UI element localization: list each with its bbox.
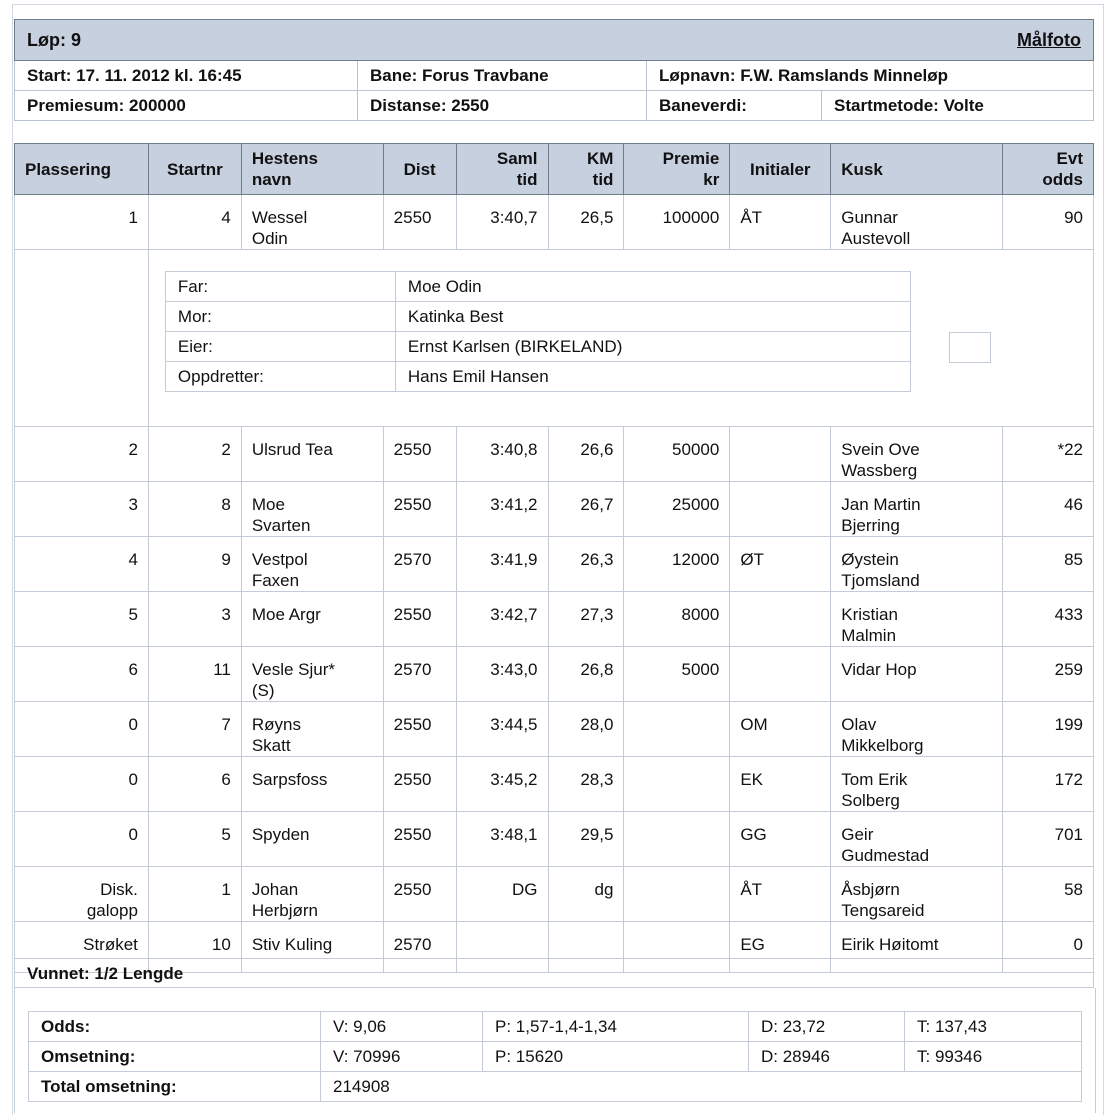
km-time: 26,8 — [548, 647, 624, 702]
odds-plass: P: 1,57-1,4-1,34 — [483, 1012, 749, 1042]
pedigree-table — [165, 271, 911, 392]
total-time: 3:41,2 — [456, 482, 548, 537]
prize — [624, 757, 730, 812]
race-name: Løpnavn: F.W. Ramslands Minneløp — [647, 61, 1094, 91]
start-number: 3 — [148, 592, 241, 647]
total-turnover-row — [29, 1072, 1082, 1102]
pedigree-row — [15, 250, 1094, 427]
result-row — [15, 757, 1094, 812]
owner-value: Ernst Karlsen (BIRKELAND) — [395, 332, 910, 362]
horse-name: Vestpol Faxen — [241, 537, 383, 592]
total-time: 3:42,7 — [456, 592, 548, 647]
pedigree-owner — [165, 332, 910, 362]
odds: 433 — [1003, 592, 1094, 647]
km-time: 26,6 — [548, 427, 624, 482]
results-header-row — [15, 144, 1094, 195]
col-premie-kr: Premie kr — [624, 144, 730, 195]
driver: Geir Gudmestad — [831, 812, 1003, 867]
start-number: 11 — [148, 647, 241, 702]
breeder-label: Oppdretter: — [165, 362, 395, 392]
start-number: 6 — [148, 757, 241, 812]
race-start: Start: 17. 11. 2012 kl. 16:45 — [15, 61, 358, 91]
pedigree-spacer — [15, 250, 149, 427]
total-time: 3:43,0 — [456, 647, 548, 702]
total-time: DG — [456, 867, 548, 922]
km-time: 27,3 — [548, 592, 624, 647]
initials — [730, 427, 831, 482]
horse-name: Moe Argr — [241, 592, 383, 647]
placement: Disk. galopp — [15, 867, 149, 922]
dam-value: Katinka Best — [395, 302, 910, 332]
start-number: 7 — [148, 702, 241, 757]
result-row — [15, 702, 1094, 757]
pedigree-dam — [165, 302, 910, 332]
turnover-dupp: D: 28946 — [749, 1042, 905, 1072]
initials — [730, 647, 831, 702]
initials: OM — [730, 702, 831, 757]
prize: 50000 — [624, 427, 730, 482]
track-rating: Baneverdi: — [647, 91, 822, 121]
distance: 2550 — [383, 427, 456, 482]
horse-name: Sarpsfoss — [241, 757, 383, 812]
turnover-row — [29, 1042, 1082, 1072]
odds-vinner: V: 9,06 — [321, 1012, 483, 1042]
distance: 2550 — [383, 592, 456, 647]
initials: ÅT — [730, 867, 831, 922]
race-purse: Premiesum: 200000 — [15, 91, 358, 121]
total-time: 3:40,7 — [456, 195, 548, 250]
total-time: 3:48,1 — [456, 812, 548, 867]
turnover-trio: T: 99346 — [905, 1042, 1082, 1072]
km-time: 28,0 — [548, 702, 624, 757]
col-hestens-navn: Hestens navn — [241, 144, 383, 195]
odds: 46 — [1003, 482, 1094, 537]
start-number: 9 — [148, 537, 241, 592]
col-initialer: Initialer — [730, 144, 831, 195]
distance: 2550 — [383, 757, 456, 812]
horse-name: Ulsrud Tea — [241, 427, 383, 482]
pedigree-sire — [165, 272, 910, 302]
prize: 8000 — [624, 592, 730, 647]
breeder-value: Hans Emil Hansen — [395, 362, 910, 392]
pedigree-breeder — [165, 362, 910, 392]
result-row — [15, 867, 1094, 922]
distance: 2570 — [383, 537, 456, 592]
race-track: Bane: Forus Travbane — [358, 61, 647, 91]
sire-label: Far: — [165, 272, 395, 302]
placement: 1 — [15, 195, 149, 250]
total-time: 3:40,8 — [456, 427, 548, 482]
total-time: 3:41,9 — [456, 537, 548, 592]
col-km-tid: KM tid — [548, 144, 624, 195]
placement: 4 — [15, 537, 149, 592]
odds: 85 — [1003, 537, 1094, 592]
placement: 0 — [15, 757, 149, 812]
horse-name: Johan Herbjørn — [241, 867, 383, 922]
placement: 0 — [15, 702, 149, 757]
driver: Eirik Høitomt — [831, 922, 1003, 973]
driver: Kristian Malmin — [831, 592, 1003, 647]
distance: 2570 — [383, 922, 456, 973]
start-number: 10 — [148, 922, 241, 973]
race-title-bar — [15, 20, 1094, 61]
driver: Tom Erik Solberg — [831, 757, 1003, 812]
km-time: 26,5 — [548, 195, 624, 250]
winning-margin: Vunnet: 1/2 Lengde — [14, 958, 1094, 988]
odds: 172 — [1003, 757, 1094, 812]
distance: 2550 — [383, 812, 456, 867]
horse-name: Moe Svarten — [241, 482, 383, 537]
initials: EG — [730, 922, 831, 973]
placement: 5 — [15, 592, 149, 647]
placement: 2 — [15, 427, 149, 482]
odds-dupp: D: 23,72 — [749, 1012, 905, 1042]
race-number: Løp: 9 — [27, 29, 81, 50]
placement: Strøket — [15, 922, 149, 973]
turnover-plass: P: 15620 — [483, 1042, 749, 1072]
result-row — [15, 195, 1094, 250]
driver: Åsbjørn Tengsareid — [831, 867, 1003, 922]
prize — [624, 867, 730, 922]
start-method: Startmetode: Volte — [822, 91, 1094, 121]
owner-label: Eier: — [165, 332, 395, 362]
initials — [730, 592, 831, 647]
start-number: 1 — [148, 867, 241, 922]
distance: 2550 — [383, 867, 456, 922]
odds-trio: T: 137,43 — [905, 1012, 1082, 1042]
odds: 0 — [1003, 922, 1094, 973]
odds: *22 — [1003, 427, 1094, 482]
result-row — [15, 592, 1094, 647]
odds: 58 — [1003, 867, 1094, 922]
horse-name: Spyden — [241, 812, 383, 867]
odds: 701 — [1003, 812, 1094, 867]
total-turnover-label: Total omsetning: — [29, 1072, 321, 1102]
odds: 259 — [1003, 647, 1094, 702]
odds: 199 — [1003, 702, 1094, 757]
col-saml-tid: Saml tid — [456, 144, 548, 195]
driver: Jan Martin Bjerring — [831, 482, 1003, 537]
results-table — [14, 143, 1094, 973]
prize: 100000 — [624, 195, 730, 250]
start-number: 2 — [148, 427, 241, 482]
col-dist: Dist — [383, 144, 456, 195]
driver: Svein Ove Wassberg — [831, 427, 1003, 482]
initials: GG — [730, 812, 831, 867]
pedigree-extra-cell — [949, 332, 991, 363]
result-row — [15, 427, 1094, 482]
driver: Gunnar Austevoll — [831, 195, 1003, 250]
distance: 2570 — [383, 647, 456, 702]
malfoto-link[interactable]: Målfoto — [1017, 29, 1081, 50]
distance: 2550 — [383, 702, 456, 757]
total-time: 3:44,5 — [456, 702, 548, 757]
turnover-label: Omsetning: — [29, 1042, 321, 1072]
horse-name: Vesle Sjur* (S) — [241, 647, 383, 702]
result-row — [15, 482, 1094, 537]
dam-label: Mor: — [165, 302, 395, 332]
col-plassering: Plassering — [15, 144, 149, 195]
col-evt-odds: Evt odds — [1003, 144, 1094, 195]
driver: Vidar Hop — [831, 647, 1003, 702]
start-number: 4 — [148, 195, 241, 250]
horse-name: Stiv Kuling — [241, 922, 383, 973]
prize — [624, 702, 730, 757]
odds-label: Odds: — [29, 1012, 321, 1042]
sire-value: Moe Odin — [395, 272, 910, 302]
horse-name: Røyns Skatt — [241, 702, 383, 757]
driver: Øystein Tjomsland — [831, 537, 1003, 592]
prize — [624, 812, 730, 867]
result-row — [15, 812, 1094, 867]
result-row — [15, 647, 1094, 702]
distance: 2550 — [383, 195, 456, 250]
placement: 6 — [15, 647, 149, 702]
km-time: 26,7 — [548, 482, 624, 537]
prize: 25000 — [624, 482, 730, 537]
km-time: 28,3 — [548, 757, 624, 812]
horse-name: Wessel Odin — [241, 195, 383, 250]
km-time: dg — [548, 867, 624, 922]
initials: ØT — [730, 537, 831, 592]
km-time: 26,3 — [548, 537, 624, 592]
prize: 12000 — [624, 537, 730, 592]
placement: 3 — [15, 482, 149, 537]
col-startnr: Startnr — [148, 144, 241, 195]
start-number: 5 — [148, 812, 241, 867]
race-header — [14, 19, 1094, 121]
total-turnover-value: 214908 — [321, 1072, 1082, 1102]
distance: 2550 — [383, 482, 456, 537]
pedigree-cell — [148, 250, 1093, 427]
race-distance: Distanse: 2550 — [358, 91, 647, 121]
result-row — [15, 537, 1094, 592]
col-kusk: Kusk — [831, 144, 1003, 195]
initials — [730, 482, 831, 537]
initials: ÅT — [730, 195, 831, 250]
pedigree-box — [149, 250, 1093, 426]
driver: Olav Mikkelborg — [831, 702, 1003, 757]
placement: 0 — [15, 812, 149, 867]
odds-row — [29, 1012, 1082, 1042]
prize: 5000 — [624, 647, 730, 702]
total-time: 3:45,2 — [456, 757, 548, 812]
odds: 90 — [1003, 195, 1094, 250]
km-time: 29,5 — [548, 812, 624, 867]
initials: EK — [730, 757, 831, 812]
odds-table — [28, 1011, 1082, 1102]
start-number: 8 — [148, 482, 241, 537]
turnover-vinner: V: 70996 — [321, 1042, 483, 1072]
